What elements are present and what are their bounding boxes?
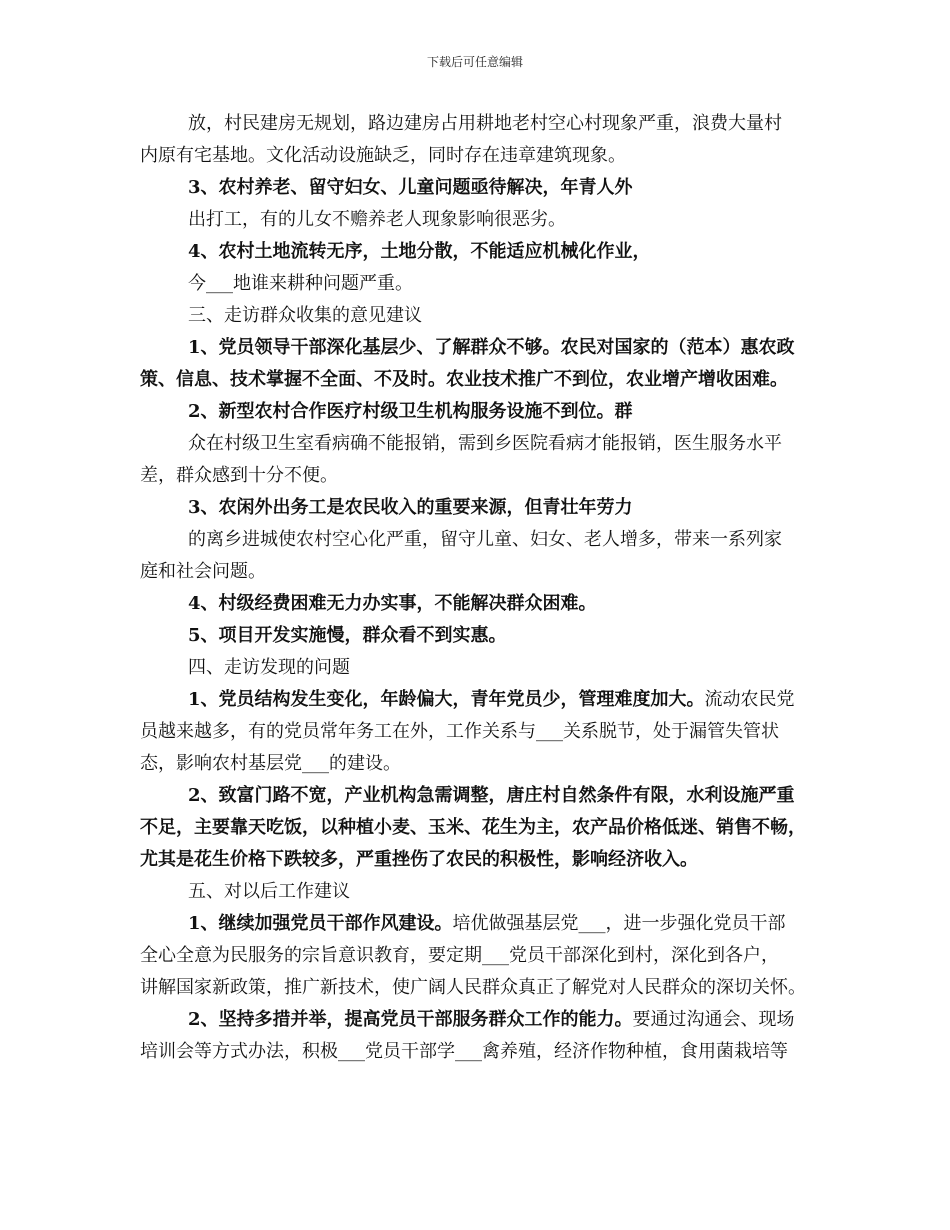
paragraph-line: 出打工，有的儿女不赡养老人现象影响很恶劣。 (188, 209, 566, 230)
paragraph-line: 2、坚持多措并举，提高党员干部服务群众工作的能力。要通过沟通会、现场 (188, 1009, 795, 1030)
paragraph-line: 内原有宅基地。文化活动设施缺乏，同时存在违章建筑现象。 (140, 145, 626, 166)
paragraph-line: 员越来越多，有的党员常年务工在外，工作关系与___关系脱节，处于漏管失管状 (140, 721, 779, 742)
heading-line: 3、农村养老、留守妇女、儿童问题亟待解决，年青人外 (188, 177, 633, 198)
heading-line: 不足，主要靠天吃饭，以种植小麦、玉米、花生为主，农产品价格低迷、销售不畅， (140, 817, 806, 838)
paragraph-line: 庭和社会问题。 (140, 561, 266, 582)
heading-line: 4、村级经费困难无力办实事，不能解决群众困难。 (188, 593, 597, 614)
paragraph-line: 培训会等方式办法，积极___党员干部学___禽养殖，经济作物种植，食用菌栽培等 (140, 1041, 788, 1062)
paragraph-line: 态，影响农村基层党___的建设。 (140, 753, 401, 774)
paragraph-line: 1、继续加强党员干部作风建设。培优做强基层党___，进一步强化党员干部 (188, 913, 786, 934)
paragraph-line: 全心全意为民服务的宗旨意识教育，要定期___党员干部深化到村，深化到各户， (140, 945, 779, 966)
paragraph-line: 的离乡进城使农村空心化严重，留守儿童、妇女、老人增多，带来一系列家 (188, 529, 782, 550)
page-header: 下载后可任意编辑 (426, 55, 523, 69)
paragraph-line: 讲解国家新政策，推广新技术，使广阔人民群众真正了解党对人民群众的深切关怀。 (140, 977, 806, 998)
section-title: 五、对以后工作建议 (188, 881, 350, 902)
paragraph-line: 1、党员结构发生变化，年龄偏大，青年党员少，管理难度加大。流动农民党 (188, 689, 795, 710)
section-title: 四、走访发现的问题 (188, 657, 350, 678)
paragraph-line: 放，村民建房无规划，路边建房占用耕地老村空心村现象严重，浪费大量村 (188, 113, 782, 134)
heading-line: 3、农闲外出务工是农民收入的重要来源，但青壮年劳力 (188, 497, 633, 518)
heading-line: 5、项目开发实施慢，群众看不到实惠。 (188, 625, 507, 646)
heading-line: 1、党员领导干部深化基层少、了解群众不够。农民对国家的（范本）惠农政 (188, 337, 795, 358)
paragraph-line: 差，群众感到十分不便。 (140, 465, 338, 486)
heading-line: 2、致富门路不宽，产业机构急需调整，唐庄村自然条件有限，水利设施严重 (188, 785, 795, 806)
heading-line: 尤其是花生价格下跌较多，严重挫伤了农民的积极性，影响经济收入。 (140, 849, 698, 870)
paragraph-line: 今___地谁来耕种问题严重。 (188, 273, 413, 294)
heading-line: 4、农村土地流转无序，土地分散，不能适应机械化作业， (188, 241, 651, 262)
paragraph-line: 众在村级卫生室看病确不能报销，需到乡医院看病才能报销，医生服务水平 (188, 433, 782, 454)
heading-line: 策、信息、技术掌握不全面、不及时。农业技术推广不到位，农业增产增收困难。 (140, 369, 788, 390)
section-title: 三、走访群众收集的意见建议 (188, 305, 422, 326)
heading-line: 2、新型农村合作医疗村级卫生机构服务设施不到位。群 (188, 401, 633, 422)
